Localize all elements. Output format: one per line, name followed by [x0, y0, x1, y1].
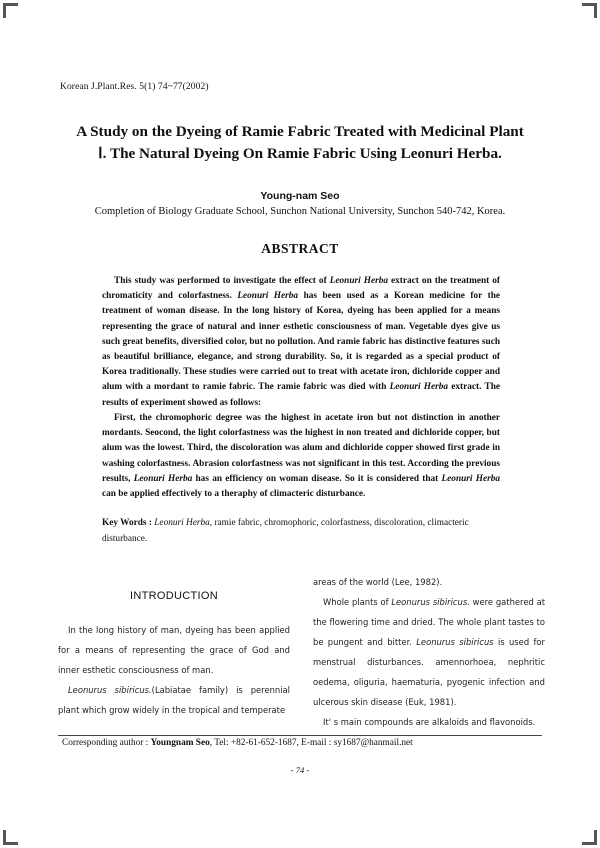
species-name: Leonuri Herba	[441, 473, 501, 484]
abstract-heading: ABSTRACT	[261, 241, 339, 256]
intro-paragraph: Whole plants of Leonurus sibiricus. were gathered at the flowering time and dried. The whole plant tastes to be pungent and bitter. Leonurus sibiricus is used for menstrual disturbances. amennorhoea, nephritic oedema, oliguria, haematuria, pyogenic infection and ulcerous skin disease (Euk, 1981).	[313, 597, 545, 707]
species-name: Leonuri Herba	[237, 291, 299, 302]
introduction-left-column	[58, 620, 290, 720]
species-name: Leonuri Herba	[133, 473, 193, 484]
journal-citation: Korean J.Plant.Res. 5(1) 74~77(2002)	[60, 82, 209, 92]
species-name: Leonuri Herba	[329, 276, 388, 286]
abstract-paragraph-1: This study was performed to investigate the effect of Leonuri Herba extract on the treatment of chromaticity and colorfastness. Leonuri Herba has been used as a Korean medicine for the treatment of woman disease. In the long history of Korea, dyeing has been applied for a means representing the grace of natural and inner esthetic consciousness of man. Vegetable dyes give us such great benefits, diversified color, but no pollution. And ramie fabric has distinctive features such as beautiful brilliance, elegance, and strong durability. So, it is regarded as a special product of Korea traditionally. These studies were carried out to treat with acetate iron, dichloride copper and alum with a mordant to ramie fabric. The ramie fabric was died with Leonuri Herba extract. The results of experiment showed as follows:	[102, 276, 501, 408]
paper-title-line-1: A Study on the Dyeing of Ramie Fabric Treated with Medicinal Plant	[76, 123, 524, 140]
intro-paragraph: In the long history of man, dyeing has been applied for a means of representing the grace of God and inner esthetic consciousness of man.	[58, 625, 290, 675]
intro-paragraph: areas of the world (Lee, 1982).	[313, 577, 443, 587]
crop-mark-bottom-right	[582, 830, 597, 845]
keywords: Key Words : Leonuri Herba, ramie fabric, chromophoric, colorfastness, discoloration, climacteric disturbance.	[102, 518, 469, 544]
introduction-right-column	[313, 572, 545, 732]
author-affiliation: Completion of Biology Graduate School, Sunchon National University, Sunchon 540-742, Korea.	[94, 206, 506, 217]
crop-mark-top-right	[582, 3, 597, 18]
intro-paragraph: It' s main compounds are alkaloids and flavonoids.	[323, 717, 536, 727]
crop-mark-top-left	[3, 3, 18, 18]
page-number: - 74 -	[290, 765, 310, 775]
crop-mark-bottom-left	[3, 830, 18, 845]
footnote-divider	[58, 735, 542, 736]
corresponding-author-footnote: Corresponding author : Youngnam Seo, Tel: +82-61-652-1687, E-mail : sy1687@hanmail.net	[62, 738, 413, 748]
paper-title-line-2: Ⅰ. The Natural Dyeing On Ramie Fabric Using Leonuri Herba.	[98, 145, 502, 162]
introduction-heading: INTRODUCTION	[130, 590, 218, 602]
author-name: Young-nam Seo	[260, 190, 340, 202]
keywords-label: Key Words :	[102, 518, 152, 528]
species-name: Leonuri Herba	[389, 382, 449, 393]
intro-paragraph: Leonurus sibiricus.(Labiatae family) is perennial plant which grow widely in the tropical and temperate	[58, 685, 290, 715]
abstract-paragraph-2: First, the chromophoric degree was the highest in acetate iron but not distinction in another mordants. Seocond, the light colorfastness was the highest in non treated and dichloride copper, but alum was the lowest. Third, the discoloration was alum and dichloride copper showed first grade in washing colorfastness. Abrasion colorfastness was not significant in this test. According the previous results, Leonuri Herba has an efficiency on woman disease. So it is considered that Leonuri Herba can be applied effectively to a theraphy of climacteric disturbance.	[102, 413, 501, 500]
